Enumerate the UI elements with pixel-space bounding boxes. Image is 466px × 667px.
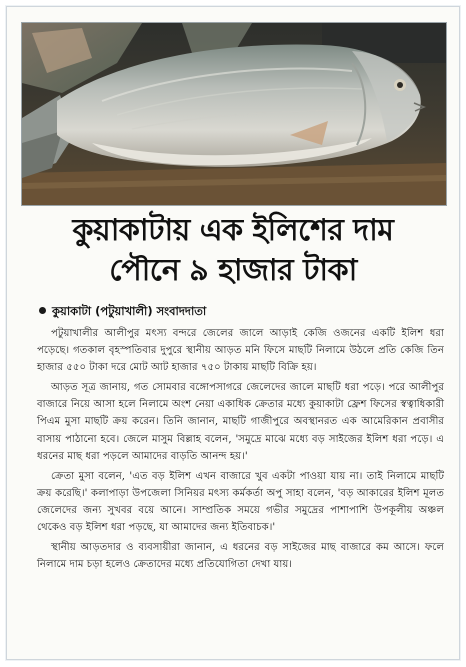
- paragraph: পটুয়াখালীর আলীপুর মৎস্য বন্দরে জেলের জালে আড়াই কেজি ওজনের একটি ইলিশ ধরা পড়েছে। গতকাল বৃহস্পতিবার দুপুরে স্থানীয় আড়ত মনি ফিসে মাছটি নিলামে উঠলে প্রতি কেজি তিন হাজার ৫৫০ টাকা দরে মোট আট হাজার ৭৫০ টাকায় মাছটি বিক্রি হয়।: [37, 328, 444, 374]
- newspaper-clipping: [6, 6, 460, 660]
- hilsa-fish-image: [22, 23, 446, 205]
- paragraph: স্থানীয় আড়তদার ও ব্যবসায়ীরা জানান, এ ধরনের বড় সাইজের মাছ বাজারে কম আসে। ফলে নিলামে দাম চড়া হলেও ক্রেতাদের মধ্যে প্রতিযোগিতা দেখা যায়।: [37, 542, 444, 571]
- article-body: [37, 325, 444, 576]
- byline: [39, 303, 439, 322]
- article-headline: [17, 211, 449, 291]
- byline-text: কুয়াকাটা (পটুয়াখালী) সংবাদদাতা: [52, 304, 207, 318]
- paragraph: ক্রেতা মুসা বলেন, 'এত বড় ইলিশ এখন বাজারে খুব একটা পাওয়া যায় না। তাই নিলামে মাছটি ক্রয় করেছি।' কলাপাড়া উপজেলা সিনিয়র মৎস্য কর্মকর্তা অপু সাহা বলেন, 'বড় আকারের ইলিশ মূলত জেলেদের জন্য সুখবর বয়ে আনে। সাম্প্রতিক সময়ে গভীর সমুদ্রের পাশাপাশি উপকূলীয় অঞ্চল থেকেও বড় ইলিশ ধরা পড়ছে, যা আমাদের জন্য ইতিবাচক।': [37, 470, 444, 534]
- headline-line-2: পৌনে ৯ হাজার টাকা: [109, 253, 357, 288]
- headline-line-1: কুয়াকাটায় এক ইলিশের দাম: [72, 213, 394, 248]
- paragraph: আড়ত সূত্র জানায়, গত সোমবার বঙ্গোপসাগরে জেলেদের জালে মাছটি ধরা পড়ে। পরে আলীপুর বাজারে নিয়ে আসা হলে নিলামে অংশ নেয়া একাধিক ক্রেতার মধ্যে কুয়াকাটা ফ্রেশ ফিসের স্বত্বাধিকারী পিএম মুসা মাছটি ক্রয় করেন। তিনি জানান, মাছটি গাজীপুরে অবস্থানরত এক আমেরিকান প্রবাসীর বাসায় পাঠানো হবে। জেলে মাসুম বিল্লাহ বলেন, 'সমুদ্রে মাঝে মধ্যে বড় সাইজের ইলিশ ধরা পড়ে। এ ধরনের মাছ ধরা পড়লে আমাদের বাড়তি আনন্দ হয়।': [37, 382, 444, 462]
- bullet-icon: [39, 307, 46, 314]
- article-photo: [21, 22, 447, 206]
